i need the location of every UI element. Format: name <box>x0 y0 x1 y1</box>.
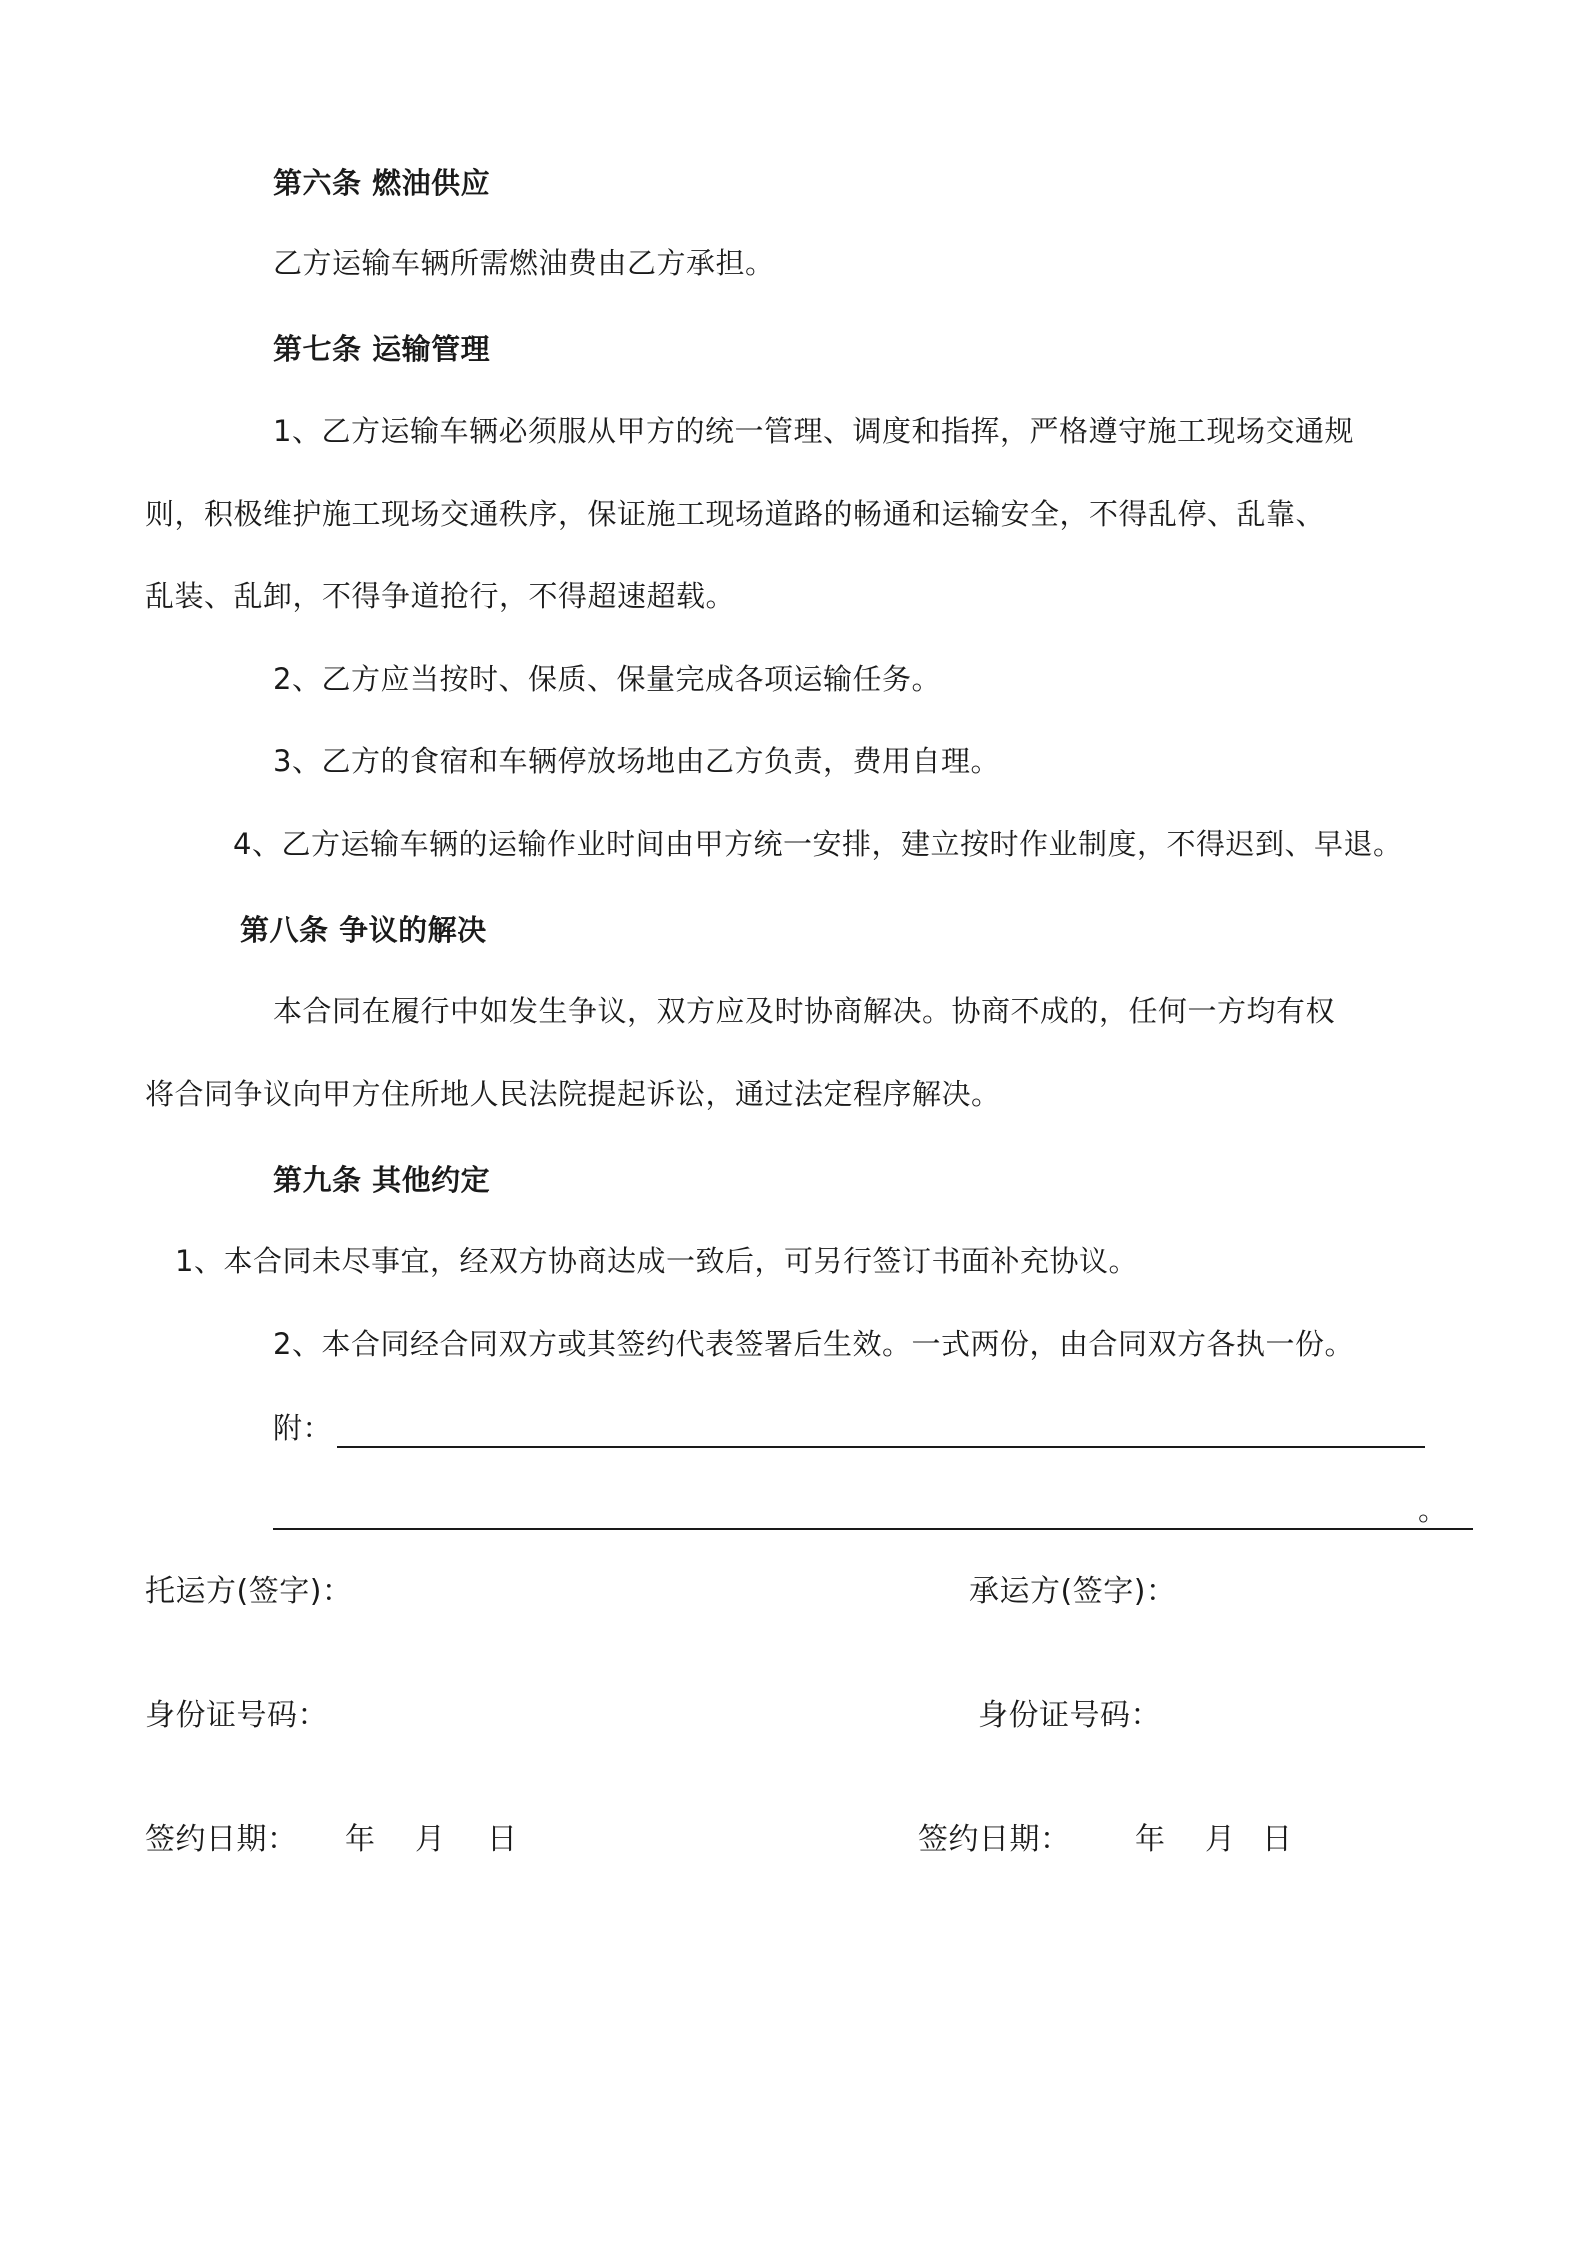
article-7-item-4: 4、乙方运输车辆的运输作业时间由甲方统一安排，建立按时作业制度，不得迟到、早退。 <box>233 827 1403 861</box>
article-7-item-1-line-3: 乱装、乱卸，不得争道抢行，不得超速超载。 <box>145 579 736 613</box>
article-8-line-2: 将合同争议向甲方住所地人民法院提起诉讼，通过法定程序解决。 <box>145 1077 1001 1111</box>
article-6-body: 乙方运输车辆所需燃油费由乙方承担。 <box>273 246 775 280</box>
carrier-date-label: 签约日期： <box>918 1822 1071 1857</box>
shipper-date-day: 日 <box>487 1822 517 1857</box>
carrier-id-label: 身份证号码： <box>978 1698 1161 1733</box>
article-7-item-3: 3、乙方的食宿和车辆停放场地由乙方负责，费用自理。 <box>273 744 1000 778</box>
shipper-date-label: 签约日期： <box>145 1822 298 1857</box>
article-6-heading: 第六条 燃油供应 <box>273 166 491 200</box>
carrier-date-day: 日 <box>1262 1822 1292 1857</box>
attachment-end-mark: 。 <box>1418 1493 1448 1527</box>
attachment-underline-2 <box>273 1528 1473 1530</box>
article-8-line-1: 本合同在履行中如发生争议，双方应及时协商解决。协商不成的，任何一方均有权 <box>273 994 1336 1028</box>
carrier-signature-label: 承运方(签字)： <box>969 1574 1177 1609</box>
shipper-signature-label: 托运方(签字)： <box>145 1574 353 1609</box>
shipper-date-year: 年 <box>345 1822 375 1857</box>
article-9-item-1: 1、本合同未尽事宜，经双方协商达成一致后，可另行签订书面补充协议。 <box>175 1244 1138 1278</box>
article-8-heading: 第八条 争议的解决 <box>240 913 487 947</box>
shipper-id-label: 身份证号码： <box>145 1698 328 1733</box>
article-7-item-1-line-1: 1、乙方运输车辆必须服从甲方的统一管理、调度和指挥，严格遵守施工现场交通规 <box>273 414 1354 448</box>
article-9-item-2: 2、本合同经合同双方或其签约代表签署后生效。一式两份，由合同双方各执一份。 <box>273 1327 1354 1361</box>
article-7-item-1-line-2: 则，积极维护施工现场交通秩序，保证施工现场道路的畅通和运输安全，不得乱停、乱靠、 <box>145 497 1326 531</box>
attachment-label: 附： <box>273 1411 333 1445</box>
article-9-heading: 第九条 其他约定 <box>273 1163 491 1197</box>
shipper-date-month: 月 <box>415 1822 445 1857</box>
carrier-date-year: 年 <box>1135 1822 1165 1857</box>
article-7-item-2: 2、乙方应当按时、保质、保量完成各项运输任务。 <box>273 662 941 696</box>
article-7-heading: 第七条 运输管理 <box>273 332 491 366</box>
attachment-underline-1 <box>337 1446 1425 1448</box>
carrier-date-month: 月 <box>1205 1822 1235 1857</box>
